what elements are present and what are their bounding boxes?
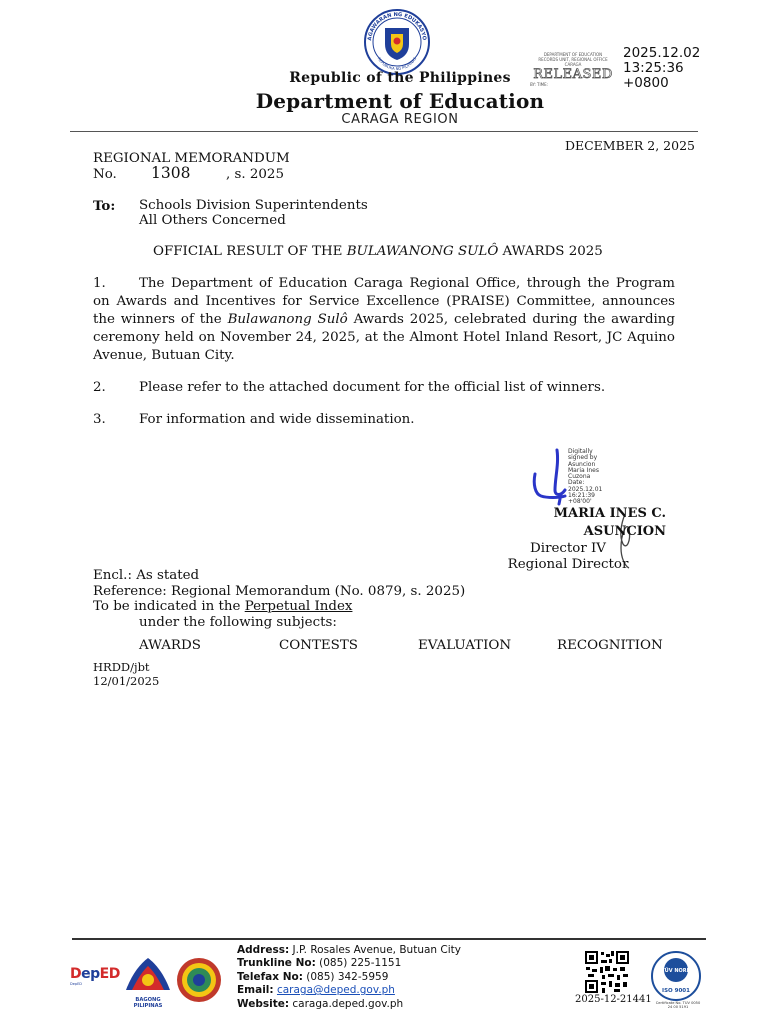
email-label: Email: — [237, 984, 274, 997]
stamp-by: BY: TIME: — [530, 82, 549, 87]
signatory-title: Director IV — [530, 541, 606, 556]
caraga-region-seal — [176, 957, 222, 1003]
dsig-line: Cuzona — [568, 473, 591, 481]
enclosure-block — [93, 568, 465, 630]
contact-block — [237, 944, 461, 1011]
released-tz: +0800 — [623, 75, 669, 91]
tuv-logo-text: TÜV NORD — [661, 968, 691, 974]
paragraph-1-em: Bulawanong Sulô — [227, 312, 348, 327]
certificate-number: Certificate No. TUV 0050 24 00 5191 — [655, 1001, 701, 1010]
perpetual-index-line — [93, 599, 465, 615]
dsig-line: Asuncion — [568, 460, 596, 468]
memo-series: , s. 2025 — [226, 167, 284, 182]
dsig-line: 16:21:39 — [568, 492, 595, 500]
address-label: Address: — [237, 944, 290, 956]
tuv-iso-certification-logo — [650, 950, 702, 1002]
paragraph-1-pre: The Department of Education Caraga Regional Office, through the Program on Awards and Incentives for Service Excellence (PRAISE) Committee, announces the winners of the — [93, 276, 675, 327]
released-stamp — [530, 52, 616, 90]
memo-date: DECEMBER 2, 2025 — [564, 138, 695, 153]
subject-awards: AWARDS — [139, 638, 201, 653]
republic-heading: Republic of the Philippines — [289, 70, 511, 86]
released-datetime — [623, 46, 700, 91]
address-value: J.P. Rosales Avenue, Butuan City — [292, 944, 461, 956]
telefax-label: Telefax No: — [237, 970, 303, 983]
deped-logo-text: DepED — [70, 982, 82, 986]
deped-seal-logo — [363, 8, 431, 76]
released-date: 2025.12.02 — [623, 45, 701, 61]
initials-date: 12/01/2025 — [93, 674, 160, 688]
website-label: Website: — [237, 997, 290, 1010]
subject-pre: OFFICIAL RESULT OF THE — [153, 244, 347, 259]
dsig-line: Digitally — [568, 448, 593, 455]
department-heading: Department of Education — [255, 89, 545, 113]
website-line — [237, 998, 461, 1011]
website-value[interactable]: caraga.deped.gov.ph — [292, 997, 404, 1010]
email-line — [237, 984, 461, 997]
dsig-line: 2025.12.01 — [568, 485, 603, 493]
signatory-block — [470, 505, 666, 573]
trunkline-label: Trunkline No: — [237, 957, 316, 970]
subject-em: BULAWANONG SULÔ — [346, 244, 499, 259]
subject-post: AWARDS 2025 — [498, 244, 603, 259]
trunkline-line — [237, 957, 461, 970]
paragraph-1-post: Awards 2025, celebrated during the awarding ceremony held on November 24, 2025, at the Almont Hotel Inland Resort, JC Aquino Avenue, Butuan City. — [93, 312, 676, 363]
initials: HRDD/jbt — [93, 660, 150, 674]
dsig-line: Maria Ines — [568, 466, 599, 474]
stamp-line2: RECORDS UNIT, REGIONAL OFFICE CARAGA — [538, 57, 608, 67]
reference-line: Reference: Regional Memorandum (No. 0879, s. 2025) — [93, 583, 466, 599]
stamp-status: RELEASED — [533, 67, 613, 82]
paragraph-2-number: 2. — [93, 380, 106, 395]
telefax-line — [237, 971, 461, 984]
signatory-name: MARIA INES C. ASUNCION — [553, 506, 666, 539]
index-pre: To be indicated in the — [93, 599, 245, 614]
dsig-line: +08'00' — [568, 498, 592, 506]
bagong-pilipinas-text: BAGONG PILIPINAS — [133, 997, 163, 1009]
released-time: 13:25:36 — [623, 60, 684, 76]
enclosure-line: Encl.: As stated — [93, 568, 200, 583]
stamp-line1: DEPARTMENT OF EDUCATION — [543, 52, 603, 57]
address-line — [237, 944, 461, 957]
trunkline-value: (085) 225-1151 — [319, 957, 402, 970]
digital-signature-details — [568, 449, 608, 506]
index-subjects-intro: under the following subjects: — [139, 614, 337, 630]
recipient-line: All Others Concerned — [139, 213, 286, 228]
telefax-value: (085) 342-5959 — [306, 970, 389, 983]
memo-subject — [153, 243, 603, 261]
recipient-line: Schools Division Superintendents — [139, 198, 368, 213]
paragraph-1 — [93, 275, 675, 365]
dsig-line: signed by — [568, 454, 598, 462]
subject-recognition: RECOGNITION — [557, 638, 663, 653]
signatory-position: Regional Director — [507, 557, 629, 572]
region-heading: CARAGA REGION — [341, 112, 459, 127]
paragraph-3: For information and wide dissemination. — [139, 412, 415, 427]
reference-initials — [93, 660, 159, 688]
qr-code-icon — [584, 950, 630, 994]
memo-type: REGIONAL MEMORANDUM — [93, 151, 290, 166]
subject-evaluation: EVALUATION — [418, 638, 512, 653]
memo-no-label: No. — [93, 167, 117, 182]
paragraph-1-number: 1. — [93, 276, 106, 291]
paragraph-2: Please refer to the attached document for the official list of winners. — [139, 380, 606, 395]
to-label: To: — [93, 198, 116, 214]
deped-logo: DepED DepED — [70, 966, 122, 1000]
footer-divider — [72, 938, 706, 940]
header-divider — [70, 131, 698, 132]
document-tracking-number: 2025-12-21441 — [575, 994, 652, 1005]
memo-number: 1308 — [151, 164, 191, 182]
subject-contests: CONTESTS — [279, 638, 358, 653]
dsig-line: Date: — [568, 479, 585, 487]
iso-logo-text: ISO 9001 — [662, 988, 690, 994]
perpetual-index-label: Perpetual Index — [244, 599, 353, 614]
email-link[interactable]: caraga@deped.gov.ph — [276, 984, 395, 997]
bagong-pilipinas-logo — [122, 954, 174, 1009]
seal-text-top: AGAWARAN NG EDUKASYO — [366, 11, 428, 41]
seal-text-bottom: REPUBLIKA NG PILIPINAS — [376, 56, 418, 72]
paragraph-3-number: 3. — [93, 412, 106, 427]
